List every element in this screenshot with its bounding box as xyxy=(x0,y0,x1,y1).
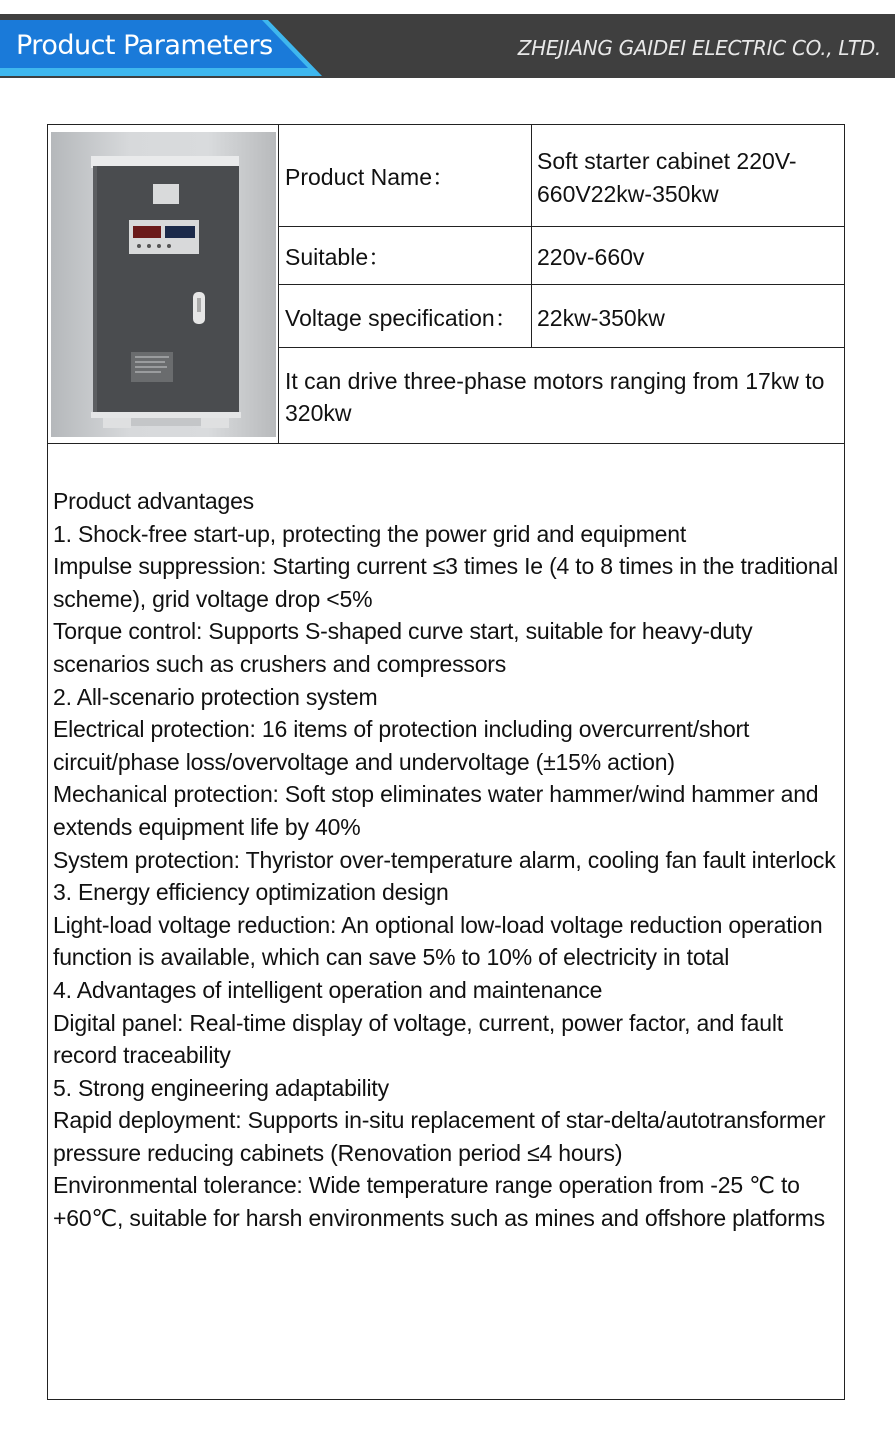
header-bar xyxy=(0,14,895,78)
suitable-label: Suitable： xyxy=(285,244,392,270)
section-title: Product Parameters xyxy=(16,30,273,61)
advantage-section-title: 1. Shock-free start-up, protecting the power grid and equipment xyxy=(53,520,687,547)
suitable-value: 220v-660v xyxy=(537,244,645,270)
product-name-value: Soft starter cabinet 220V-660V22kw-350kw xyxy=(537,148,797,207)
advantage-item: Torque control: Supports S-shaped curve start, suitable for heavy-duty scenarios such as crushers and compressors xyxy=(53,618,753,677)
voltage-spec-label: Voltage specification： xyxy=(285,305,518,331)
advantage-item: Electrical protection: 16 items of protection including overcurrent/short circuit/phase loss/overvoltage and undervoltage (±15% action) xyxy=(53,716,750,775)
advantage-item: Light-load voltage reduction: An optional low-load voltage reduction operation function is available, which can save 5% to 10% of electricity in total xyxy=(53,911,823,971)
advantage-section-title: 2. All-scenario protection system xyxy=(53,683,378,710)
section-tab xyxy=(0,20,322,76)
advantage-section-title: 3. Energy efficiency optimization design xyxy=(53,879,449,906)
advantage-item: Rapid deployment: Supports in-situ replacement of star-delta/autotransformer pressure reducing cabinets (Renovation period ≤4 hours) xyxy=(53,1107,826,1166)
voltage-spec-value: 22kw-350kw xyxy=(537,305,665,331)
advantage-section-title: 5. Strong engineering adaptability xyxy=(53,1074,389,1101)
drive-range-note: It can drive three-phase motors ranging from 17kw to 320kw xyxy=(285,368,825,426)
advantage-item: Mechanical protection: Soft stop eliminates water hammer/wind hammer and extends equipment life by 40% xyxy=(53,781,819,840)
spec-table xyxy=(47,124,845,1400)
advantage-item: Digital panel: Real-time display of voltage, current, power factor, and fault record traceability xyxy=(53,1009,783,1069)
advantage-item: System protection: Thyristor over-temperature alarm, cooling fan fault interlock xyxy=(53,846,836,873)
advantages-heading: Product advantages xyxy=(53,488,254,514)
advantage-item: Impulse suppression: Starting current ≤3 times Ie (4 to 8 times in the traditional scheme), grid voltage drop <5% xyxy=(53,553,838,612)
soft-starter-cabinet-icon xyxy=(51,132,276,437)
product-advantages xyxy=(53,485,843,1235)
advantage-item: Environmental tolerance: Wide temperature range operation from -25 ℃ to +60℃, suitable for harsh environments such as mines and offshore platforms xyxy=(53,1172,825,1232)
company-name: ZHEJIANG GAIDEI ELECTRIC CO., LTD. xyxy=(517,36,881,60)
product-photo xyxy=(51,132,276,437)
advantage-section-title: 4. Advantages of intelligent operation and maintenance xyxy=(53,976,603,1003)
product-name-label: Product Name： xyxy=(285,164,456,190)
